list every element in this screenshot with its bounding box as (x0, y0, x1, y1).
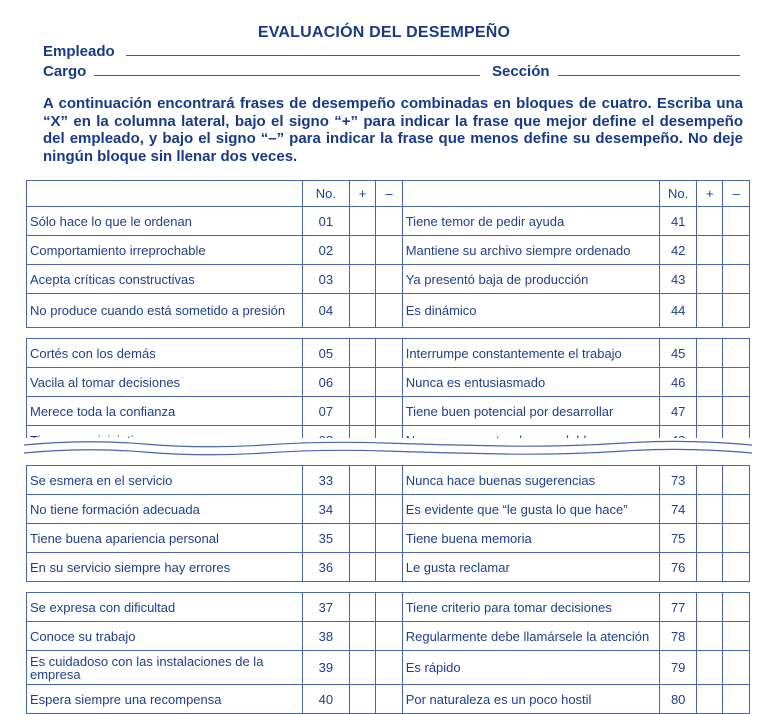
left-minus-cell[interactable] (376, 466, 402, 495)
right-phrase: Tiene buena memoria (402, 524, 660, 553)
right-number: 43 (660, 265, 697, 294)
header-minus-right: – (723, 181, 750, 207)
section-break-wave (24, 438, 752, 460)
right-number: 79 (660, 651, 697, 685)
right-plus-cell[interactable] (697, 466, 723, 495)
left-minus-cell[interactable] (376, 524, 402, 553)
right-phrase: Mantiene su archivo siempre ordenado (402, 236, 660, 265)
cargo-label: Cargo (43, 63, 87, 80)
left-minus-cell[interactable] (376, 207, 402, 236)
right-minus-cell[interactable] (723, 207, 750, 236)
left-number: 35 (302, 524, 349, 553)
right-plus-cell[interactable] (697, 265, 723, 294)
right-minus-cell[interactable] (723, 236, 750, 265)
right-minus-cell[interactable] (723, 622, 750, 651)
right-number: 76 (660, 553, 697, 582)
right-phrase: Nunca es entusiasmado (402, 368, 660, 397)
right-number: 73 (660, 466, 697, 495)
right-minus-cell[interactable] (723, 685, 750, 714)
left-minus-cell[interactable] (376, 685, 402, 714)
left-phrase: Espera siempre una recompensa (27, 685, 303, 714)
seccion-label: Sección (492, 63, 550, 80)
left-plus-cell[interactable] (349, 524, 375, 553)
left-minus-cell[interactable] (376, 495, 402, 524)
left-plus-cell[interactable] (349, 466, 375, 495)
left-plus-cell[interactable] (349, 593, 375, 622)
table-row (27, 553, 750, 582)
header-no-right: No. (660, 181, 697, 207)
left-plus-cell[interactable] (349, 495, 375, 524)
right-minus-cell[interactable] (723, 524, 750, 553)
left-phrase: Acepta críticas constructivas (27, 265, 303, 294)
left-number: 38 (302, 622, 349, 651)
right-number: 74 (660, 495, 697, 524)
seccion-field[interactable] (558, 75, 740, 76)
right-plus-cell[interactable] (697, 622, 723, 651)
right-phrase: Es rápido (402, 651, 660, 685)
table-row (27, 339, 750, 368)
left-plus-cell[interactable] (349, 236, 375, 265)
header-blank-right (402, 181, 660, 207)
left-minus-cell[interactable] (376, 265, 402, 294)
left-number: 07 (302, 397, 349, 426)
right-plus-cell[interactable] (697, 495, 723, 524)
left-phrase: Comportamiento irreprochable (27, 236, 303, 265)
left-number: 04 (302, 294, 349, 328)
right-minus-cell[interactable] (723, 593, 750, 622)
header-minus-left: – (376, 181, 402, 207)
instructions-text: A continuación encontrará frases de desempeño combinadas en bloques de cuatro. Escriba una “X” en la columna lateral, bajo el signo “+” para indicar la frase que mejor define el desempeño del empleado, y bajo el signo “–” para indicar la frase que menos define su desempeño. No deje ningún bloque sin llenar dos veces. (43, 95, 743, 165)
right-minus-cell[interactable] (723, 553, 750, 582)
left-number: 06 (302, 368, 349, 397)
table-row (27, 651, 750, 685)
left-plus-cell[interactable] (349, 622, 375, 651)
right-number: 75 (660, 524, 697, 553)
table-row (27, 368, 750, 397)
left-number: 03 (302, 265, 349, 294)
right-plus-cell[interactable] (697, 553, 723, 582)
left-minus-cell[interactable] (376, 397, 402, 426)
left-phrase: Se esmera en el servicio (27, 466, 303, 495)
right-plus-cell[interactable] (697, 368, 723, 397)
right-minus-cell[interactable] (723, 651, 750, 685)
block-separator (27, 582, 750, 593)
left-number: 01 (302, 207, 349, 236)
empleado-field[interactable] (126, 55, 740, 56)
table-row (27, 397, 750, 426)
left-plus-cell[interactable] (349, 294, 375, 328)
left-plus-cell[interactable] (349, 339, 375, 368)
left-minus-cell[interactable] (376, 593, 402, 622)
left-phrase: Cortés con los demás (27, 339, 303, 368)
right-phrase: Es evidente que “le gusta lo que hace” (402, 495, 660, 524)
header-plus-right: + (697, 181, 723, 207)
left-plus-cell[interactable] (349, 553, 375, 582)
right-minus-cell[interactable] (723, 466, 750, 495)
table-row (27, 685, 750, 714)
table-row (27, 622, 750, 651)
right-number: 42 (660, 236, 697, 265)
right-phrase: Interrumpe constantemente el trabajo (402, 339, 660, 368)
right-phrase: Ya presentó baja de producción (402, 265, 660, 294)
right-phrase: Por naturaleza es un poco hostil (402, 685, 660, 714)
right-phrase: Le gusta reclamar (402, 553, 660, 582)
right-plus-cell[interactable] (697, 339, 723, 368)
right-minus-cell[interactable] (723, 368, 750, 397)
right-phrase: Es dinámico (402, 294, 660, 328)
right-minus-cell[interactable] (723, 495, 750, 524)
table-row (27, 495, 750, 524)
form-title: EVALUACIÓN DEL DESEMPEÑO (257, 24, 511, 41)
left-minus-cell[interactable] (376, 339, 402, 368)
header-row (27, 181, 750, 207)
block-separator (27, 328, 750, 339)
left-plus-cell[interactable] (349, 207, 375, 236)
left-number: 34 (302, 495, 349, 524)
header-plus-left: + (349, 181, 375, 207)
left-minus-cell[interactable] (376, 294, 402, 328)
table-row (27, 466, 750, 495)
left-plus-cell[interactable] (349, 397, 375, 426)
left-plus-cell[interactable] (349, 685, 375, 714)
left-phrase: Conoce su trabajo (27, 622, 303, 651)
right-number: 77 (660, 593, 697, 622)
header-no-left: No. (302, 181, 349, 207)
right-plus-cell[interactable] (697, 397, 723, 426)
left-plus-cell[interactable] (349, 368, 375, 397)
left-phrase: Tiene buena apariencia personal (27, 524, 303, 553)
table-row (27, 593, 750, 622)
left-minus-cell[interactable] (376, 622, 402, 651)
separator-cell (27, 328, 750, 339)
right-phrase: Tiene buen potencial por desarrollar (402, 397, 660, 426)
left-number: 40 (302, 685, 349, 714)
left-minus-cell[interactable] (376, 236, 402, 265)
left-phrase: Es cuidadoso con las instalaciones de la empresa (27, 651, 303, 685)
left-minus-cell[interactable] (376, 651, 402, 685)
right-plus-cell[interactable] (697, 651, 723, 685)
right-plus-cell[interactable] (697, 685, 723, 714)
right-plus-cell[interactable] (697, 593, 723, 622)
right-number: 41 (660, 207, 697, 236)
left-number: 02 (302, 236, 349, 265)
right-plus-cell[interactable] (697, 207, 723, 236)
right-number: 78 (660, 622, 697, 651)
left-plus-cell[interactable] (349, 265, 375, 294)
left-phrase: Merece toda la confianza (27, 397, 303, 426)
right-minus-cell[interactable] (723, 397, 750, 426)
right-plus-cell[interactable] (697, 294, 723, 328)
left-minus-cell[interactable] (376, 553, 402, 582)
right-number: 47 (660, 397, 697, 426)
left-phrase: No tiene formación adecuada (27, 495, 303, 524)
table-row (27, 265, 750, 294)
left-phrase: Se expresa con dificultad (27, 593, 303, 622)
left-phrase: Vacila al tomar decisiones (27, 368, 303, 397)
left-number: 37 (302, 593, 349, 622)
right-minus-cell[interactable] (723, 339, 750, 368)
separator-cell (27, 582, 750, 593)
right-plus-cell[interactable] (697, 236, 723, 265)
left-number: 33 (302, 466, 349, 495)
left-plus-cell[interactable] (349, 651, 375, 685)
right-number: 44 (660, 294, 697, 328)
left-number: 05 (302, 339, 349, 368)
table-row (27, 524, 750, 553)
right-number: 46 (660, 368, 697, 397)
right-phrase: Nunca hace buenas sugerencias (402, 466, 660, 495)
left-number: 36 (302, 553, 349, 582)
left-phrase: En su servicio siempre hay errores (27, 553, 303, 582)
left-number: 39 (302, 651, 349, 685)
right-phrase: Tiene temor de pedir ayuda (402, 207, 660, 236)
table-row (27, 207, 750, 236)
cargo-field[interactable] (94, 75, 480, 76)
right-minus-cell[interactable] (723, 265, 750, 294)
right-minus-cell[interactable] (723, 294, 750, 328)
left-minus-cell[interactable] (376, 368, 402, 397)
right-phrase: Tiene criterio para tomar decisiones (402, 593, 660, 622)
left-phrase: Sólo hace lo que le ordenan (27, 207, 303, 236)
empleado-label: Empleado (43, 43, 115, 60)
right-plus-cell[interactable] (697, 524, 723, 553)
table-row (27, 236, 750, 265)
left-phrase: No produce cuando está sometido a presión (27, 294, 303, 328)
right-number: 45 (660, 339, 697, 368)
right-number: 80 (660, 685, 697, 714)
header-blank-left (27, 181, 303, 207)
table-row (27, 294, 750, 328)
right-phrase: Regularmente debe llamársele la atención (402, 622, 660, 651)
